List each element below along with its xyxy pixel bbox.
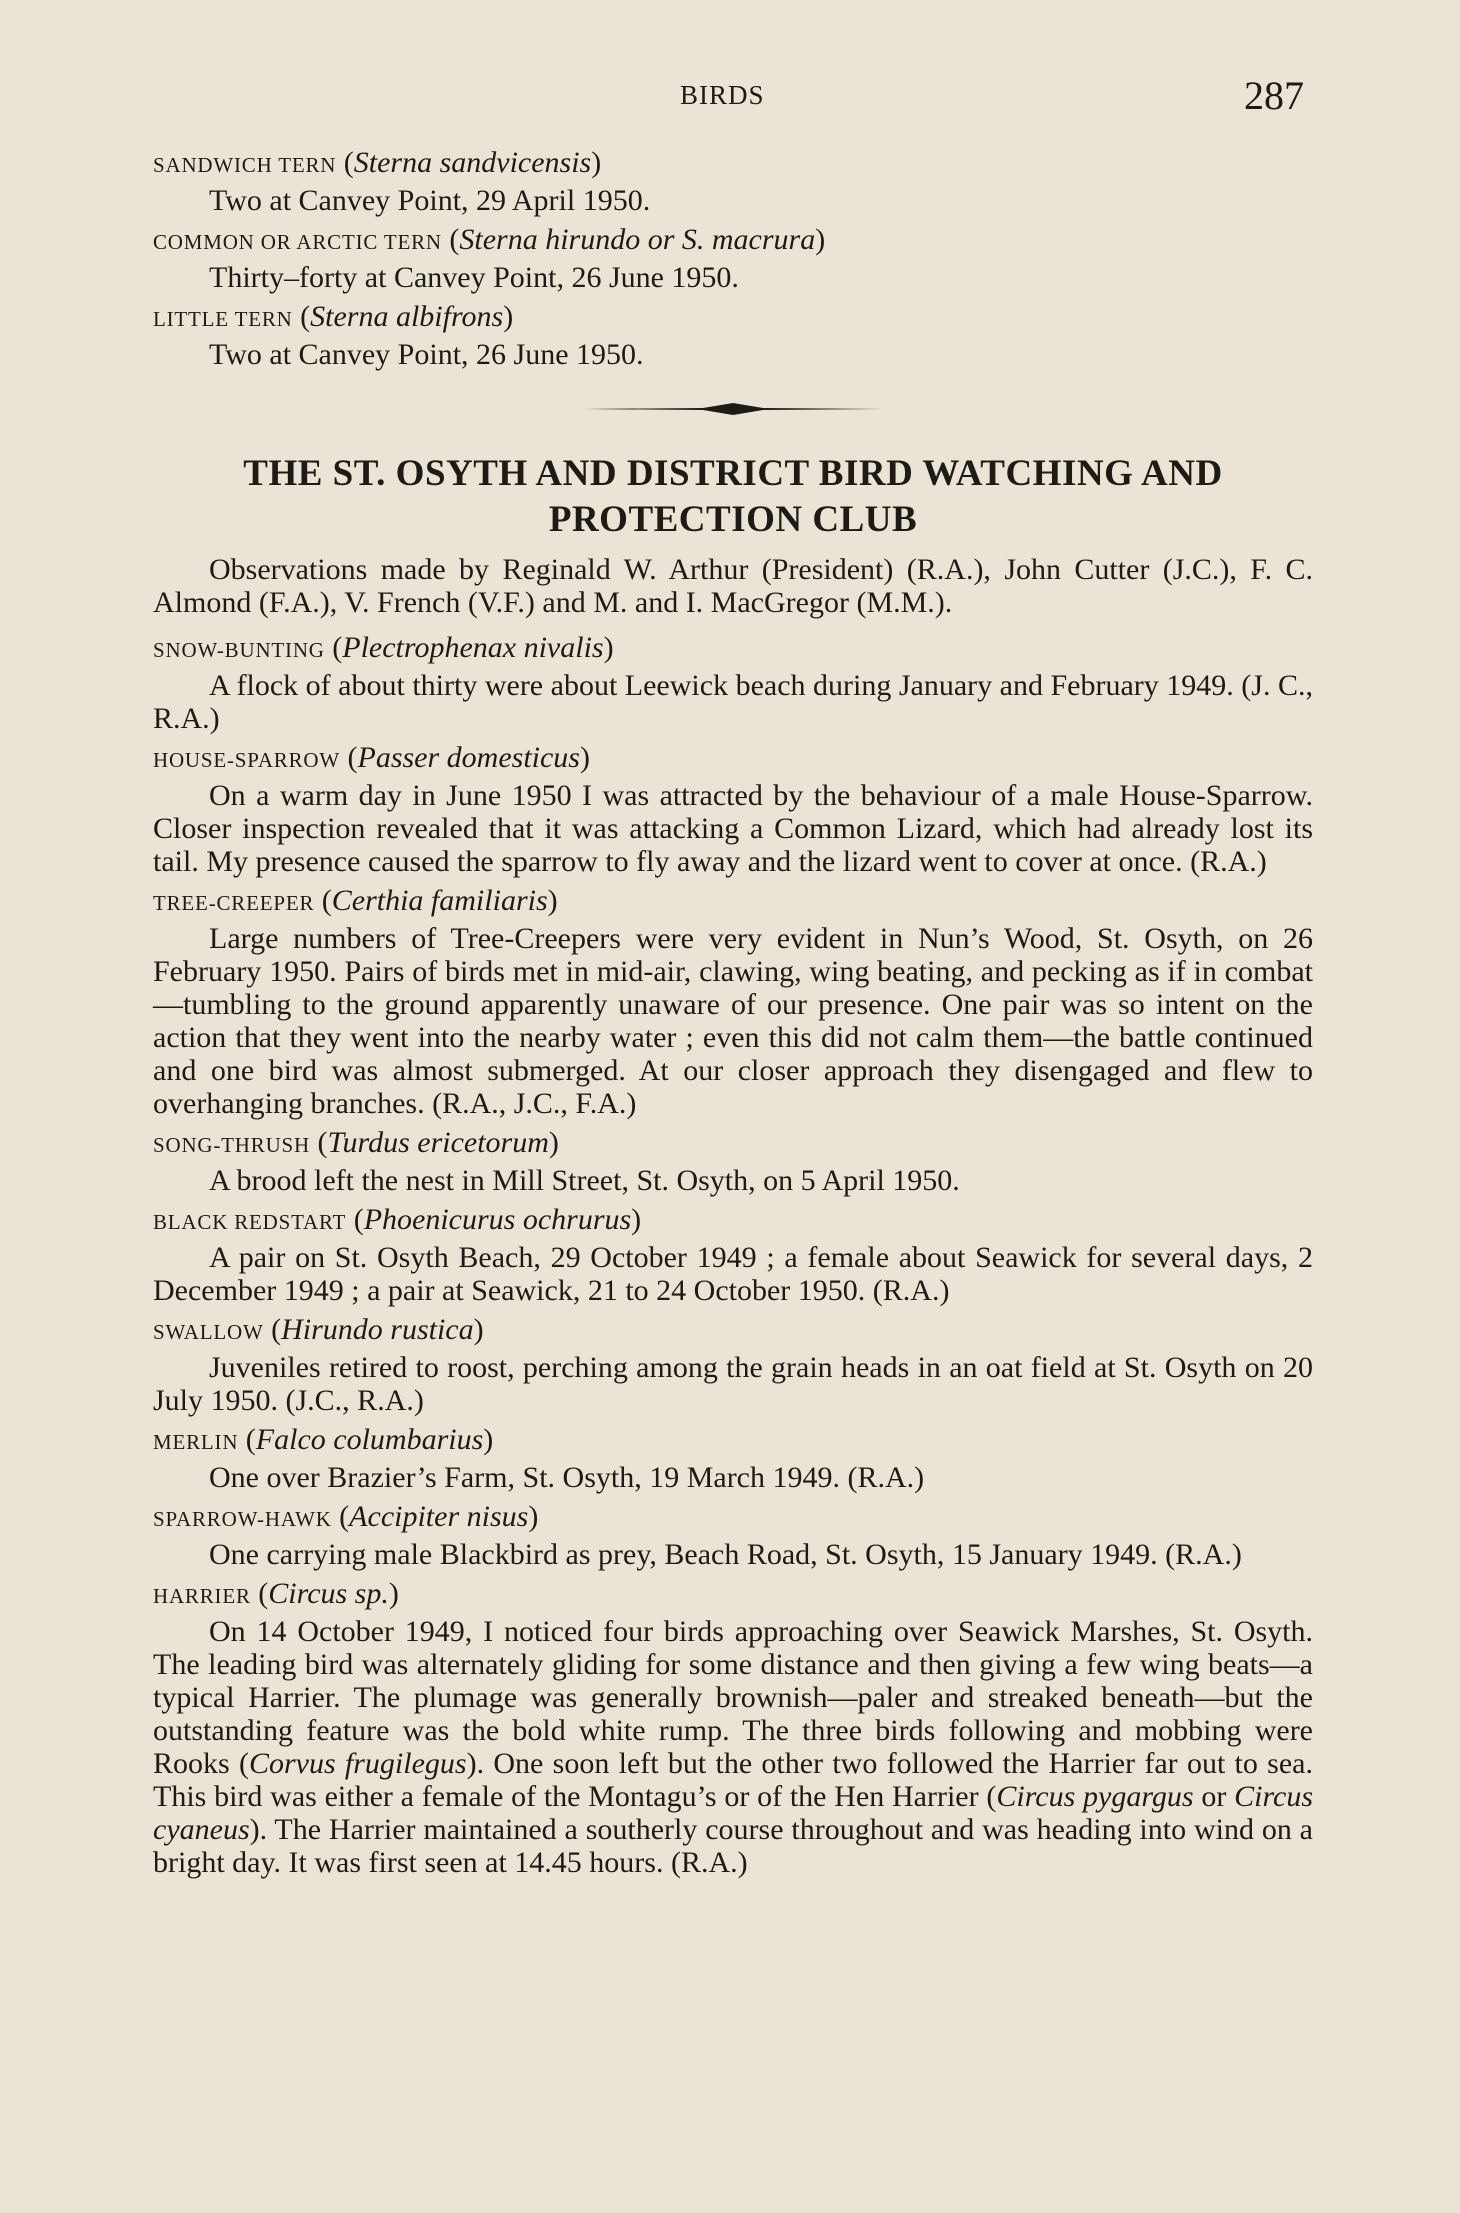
ornamental-divider bbox=[153, 381, 1313, 437]
species-heading: SWALLOW (Hirundo rustica) bbox=[153, 1313, 484, 1346]
latin-hen-harrier: Circus cyaneus bbox=[153, 1780, 1313, 1846]
species-heading: MERLIN (Falco columbarius) bbox=[153, 1423, 494, 1456]
species-entry bbox=[153, 629, 1313, 735]
species-latin: Turdus ericetorum bbox=[327, 1126, 549, 1159]
species-name: SWALLOW bbox=[153, 1320, 264, 1344]
species-name: HARRIER bbox=[153, 1584, 251, 1608]
latin-rook: Corvus frugilegus bbox=[248, 1747, 467, 1780]
species-text: Two at Canvey Point, 29 April 1950. bbox=[209, 184, 651, 217]
species-heading: TREE-CREEPER (Certhia familiaris) bbox=[153, 884, 558, 917]
section-title-line-1: THE ST. OSYTH AND DISTRICT BIRD WATCHING AND bbox=[243, 453, 1223, 494]
species-name: COMMON OR ARCTIC TERN bbox=[153, 230, 442, 254]
species-entry bbox=[153, 221, 1313, 294]
species-text: Juveniles retired to roost, perching among the grain heads in an oat field at St. Osyth on 20 July 1950. (J.C., R.A.) bbox=[153, 1351, 1313, 1417]
page-body bbox=[153, 144, 1313, 1883]
species-entry bbox=[153, 739, 1313, 878]
section-intro: Observations made by Reginald W. Arthur (President) (R.A.), John Cutter (J.C.), F. C. Almond (F.A.), V. French (V.F.) and M. and I. MacGregor (M.M.). bbox=[153, 553, 1313, 619]
species-heading: SPARROW-HAWK (Accipiter nisus) bbox=[153, 1500, 539, 1533]
species-text: One carrying male Blackbird as prey, Beach Road, St. Osyth, 15 January 1949. (R.A.) bbox=[209, 1538, 1242, 1571]
species-latin: Sterna sandvicensis bbox=[353, 146, 592, 179]
species-entry bbox=[153, 1201, 1313, 1307]
species-latin: Circus sp. bbox=[268, 1577, 389, 1610]
section-title-line-2: PROTECTION CLUB bbox=[548, 499, 918, 540]
species-latin: Phoenicurus ochrurus bbox=[363, 1203, 632, 1236]
species-text: A flock of about thirty were about Leewick beach during January and February 1949. (J. C., R.A.) bbox=[153, 669, 1313, 735]
species-text: A pair on St. Osyth Beach, 29 October 1949 ; a female about Seawick for several days, 2 December 1949 ; a pair at Seawick, 21 to 24 October 1950. (R.A.) bbox=[153, 1241, 1313, 1307]
harrier-text-part-1: On 14 October 1949, I noticed four birds approaching over Seawick Marshes, St. Osyth. The leading bird was alternately gliding for some distance and then giving a few wing beats—a typical Harrier. The plumage was generally brownish—paler and streaked beneath—but the outstanding feature was the bold white rump. The three birds following and mobbing were Rooks ( bbox=[153, 1615, 1313, 1780]
species-entry bbox=[153, 1124, 1313, 1197]
species-heading: SNOW-BUNTING (Plectrophenax nivalis) bbox=[153, 631, 614, 664]
harrier-text-part-3: ). The Harrier maintained a southerly course throughout and was heading into wind on a bright day. It was first seen at 14.45 hours. (R.A.) bbox=[153, 1813, 1313, 1879]
species-heading: BLACK REDSTART (Phoenicurus ochrurus) bbox=[153, 1203, 642, 1236]
species-heading: HARRIER (Circus sp.) bbox=[153, 1577, 399, 1610]
species-name: HOUSE-SPARROW bbox=[153, 748, 340, 772]
divider-ornament-icon bbox=[583, 397, 883, 421]
species-name: SPARROW-HAWK bbox=[153, 1507, 332, 1531]
latin-montagu: Circus pygargus bbox=[996, 1780, 1194, 1813]
harrier-text-part-2: ). One soon left but the other two followed the Harrier far out to sea. This bird was either a female of the Montagu’s or of the Hen Harrier ( bbox=[153, 1747, 1313, 1813]
species-heading: SANDWICH TERN (Sterna sandvicensis) bbox=[153, 146, 602, 179]
species-text: One over Brazier’s Farm, St. Osyth, 19 March 1949. (R.A.) bbox=[209, 1461, 925, 1494]
species-text: Thirty–forty at Canvey Point, 26 June 1950. bbox=[209, 261, 739, 294]
species-entry bbox=[153, 882, 1313, 1120]
species-name: MERLIN bbox=[153, 1430, 239, 1454]
species-heading: LITTLE TERN (Sterna albifrons) bbox=[153, 300, 514, 333]
species-name: BLACK REDSTART bbox=[153, 1210, 347, 1234]
species-text: A brood left the nest in Mill Street, St. Osyth, on 5 April 1950. bbox=[209, 1164, 960, 1197]
species-heading: SONG-THRUSH (Turdus ericetorum) bbox=[153, 1126, 559, 1159]
species-entry-harrier bbox=[153, 1575, 1313, 1879]
species-entry bbox=[153, 1311, 1313, 1417]
page-header bbox=[0, 72, 1460, 122]
species-heading: COMMON OR ARCTIC TERN (Sterna hirundo or S. macrura) bbox=[153, 223, 826, 256]
species-name: SNOW-BUNTING bbox=[153, 638, 325, 662]
species-text: On a warm day in June 1950 I was attracted by the behaviour of a male House-Sparrow. Closer inspection revealed that it was attacking a Common Lizard, which had already lost its tail. My presence caused the sparrow to fly away and the lizard went to cover at once. (R.A.) bbox=[153, 779, 1313, 878]
section-title bbox=[153, 451, 1313, 543]
species-entry bbox=[153, 144, 1313, 217]
page-number: 287 bbox=[1244, 73, 1304, 118]
species-name: SONG-THRUSH bbox=[153, 1133, 310, 1157]
species-name: SANDWICH TERN bbox=[153, 153, 337, 177]
species-latin: Accipiter nisus bbox=[349, 1500, 529, 1533]
species-text bbox=[153, 1615, 1313, 1879]
species-latin: Hirundo rustica bbox=[281, 1313, 474, 1346]
species-latin: Sterna albifrons bbox=[310, 300, 504, 333]
species-text: Two at Canvey Point, 26 June 1950. bbox=[209, 338, 644, 371]
species-name: LITTLE TERN bbox=[153, 307, 293, 331]
species-name: TREE-CREEPER bbox=[153, 891, 315, 915]
species-latin: Certhia familiaris bbox=[331, 884, 548, 917]
species-latin: Falco columbarius bbox=[255, 1423, 484, 1456]
species-heading: HOUSE-SPARROW (Passer domesticus) bbox=[153, 741, 590, 774]
harrier-or-word: or bbox=[1193, 1780, 1235, 1813]
species-text: Large numbers of Tree-Creepers were very evident in Nun’s Wood, St. Osyth, on 26 February 1950. Pairs of birds met in mid-air, clawing, wing beating, and pecking as if in combat—tumbling to the ground apparently unaware of our presence. One pair was so intent on the action that they went into the nearby water ; even this did not calm them—the battle continued and one bird was almost submerged. At our closer approach they disengaged and flew to overhanging branches. (R.A., J.C., F.A.) bbox=[153, 922, 1313, 1120]
species-entry bbox=[153, 298, 1313, 371]
species-latin: Passer domesticus bbox=[357, 741, 580, 774]
species-entry bbox=[153, 1498, 1313, 1571]
species-latin: Plectrophenax nivalis bbox=[342, 631, 604, 664]
species-latin: Sterna hirundo or S. macrura bbox=[459, 223, 816, 256]
species-entry bbox=[153, 1421, 1313, 1494]
running-head: BIRDS bbox=[680, 80, 765, 110]
